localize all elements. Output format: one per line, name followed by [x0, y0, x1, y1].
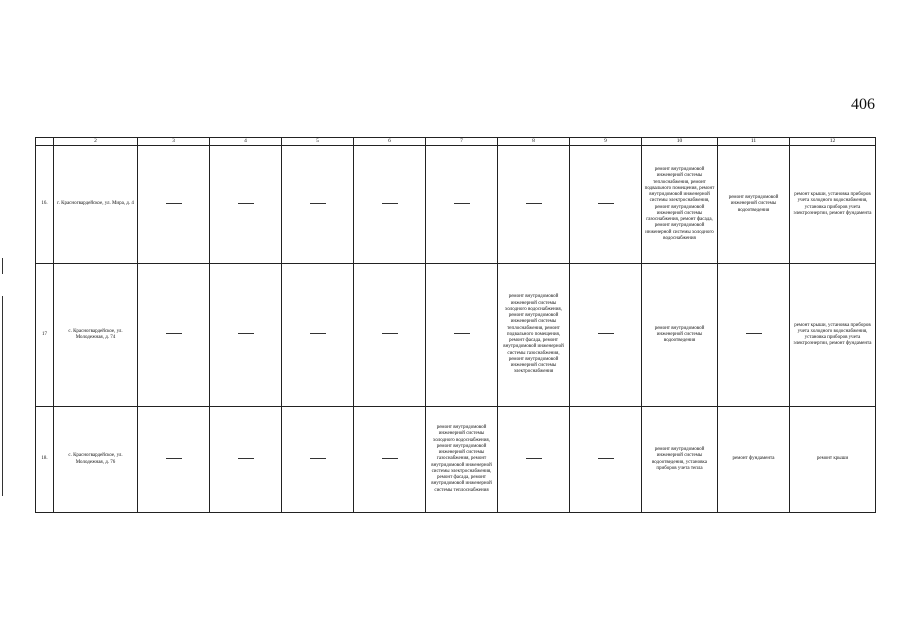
- work-cell: ремонт внутридомовой инженерной системы теплоснабжения, ремонт подвального помещения, ремонт внутридомовой инженерной системы электроснабжения, ремонт внутридомовой инженерной системы газоснабжения, ремонт фасада, ремонт внутридомовой инженерной системы холодного водоснабжения: [642, 146, 718, 264]
- work-cell: ремонт внутридомовой инженерной системы холодного водоснабжения, ремонт внутридомовой инженерной системы газоснабжения, ремонт внутридомовой инженерной системы электроснабжения, ремонт фасада, ремонт внутридомовой инженерной системы теплоснабжения: [426, 407, 498, 513]
- column-header: 7: [426, 138, 498, 146]
- empty-cell: [282, 146, 354, 264]
- empty-cell: [570, 264, 642, 407]
- column-header: 12: [790, 138, 876, 146]
- column-header: 9: [570, 138, 642, 146]
- empty-cell: [354, 407, 426, 513]
- work-cell: ремонт фундамента: [718, 407, 790, 513]
- empty-cell: [138, 146, 210, 264]
- column-header: 4: [210, 138, 282, 146]
- address-cell: г. Красногвардейское, ул. Мира, д. 4: [54, 146, 138, 264]
- repair-schedule-table: [35, 137, 876, 513]
- work-cell: ремонт крыши, установка приборов учета холодного водоснабжения, установка приборов учета электроэнергии, ремонт фундамента: [790, 146, 876, 264]
- address-cell: с. Красногвардейское, ул. Молодежная, д. 76: [54, 407, 138, 513]
- row-number: 17: [36, 264, 54, 407]
- work-cell: ремонт внутридомовой инженерной системы водоотведения: [718, 146, 790, 264]
- empty-cell: [210, 407, 282, 513]
- row-number: 18.: [36, 407, 54, 513]
- empty-cell: [282, 407, 354, 513]
- empty-cell: [718, 264, 790, 407]
- column-header: 8: [498, 138, 570, 146]
- work-cell: ремонт внутридомовой инженерной системы водоотведения: [642, 264, 718, 407]
- column-header: [36, 138, 54, 146]
- column-header: 6: [354, 138, 426, 146]
- address-cell: с. Красногвардейское, ул. Молодежная, д. 74: [54, 264, 138, 407]
- empty-cell: [354, 264, 426, 407]
- column-header: 3: [138, 138, 210, 146]
- empty-cell: [354, 146, 426, 264]
- table-row: [36, 407, 876, 513]
- empty-cell: [498, 146, 570, 264]
- empty-cell: [498, 407, 570, 513]
- table-row: [36, 264, 876, 407]
- column-header: 11: [718, 138, 790, 146]
- page-number: 406: [851, 96, 875, 113]
- table-row: [36, 146, 876, 264]
- work-cell: ремонт крыши: [790, 407, 876, 513]
- column-header: 2: [54, 138, 138, 146]
- empty-cell: [426, 264, 498, 407]
- empty-cell: [570, 146, 642, 264]
- scan-edge-mark: [2, 296, 3, 496]
- row-number: 16.: [36, 146, 54, 264]
- empty-cell: [426, 146, 498, 264]
- column-header: 10: [642, 138, 718, 146]
- work-cell: ремонт крыши, установка приборов учета холодного водоснабжения, установка приборов учета электроэнергии, ремонт фундамента: [790, 264, 876, 407]
- column-header: 5: [282, 138, 354, 146]
- empty-cell: [138, 264, 210, 407]
- empty-cell: [210, 146, 282, 264]
- work-cell: ремонт внутридомовой инженерной системы холодного водоснабжения, ремонт внутридомовой инженерной системы теплоснабжения, ремонт подвального помещения, ремонт фасада, ремонт внутридомовой инженерной системы газоснабжения, ремонт внутридомовой инженерной системы электроснабжения: [498, 264, 570, 407]
- empty-cell: [138, 407, 210, 513]
- empty-cell: [210, 264, 282, 407]
- empty-cell: [282, 264, 354, 407]
- scan-edge-mark: [2, 258, 3, 274]
- empty-cell: [570, 407, 642, 513]
- column-number-row: [36, 138, 876, 146]
- work-cell: ремонт внутридомовой инженерной системы водоотведения, установка приборов учета тепла: [642, 407, 718, 513]
